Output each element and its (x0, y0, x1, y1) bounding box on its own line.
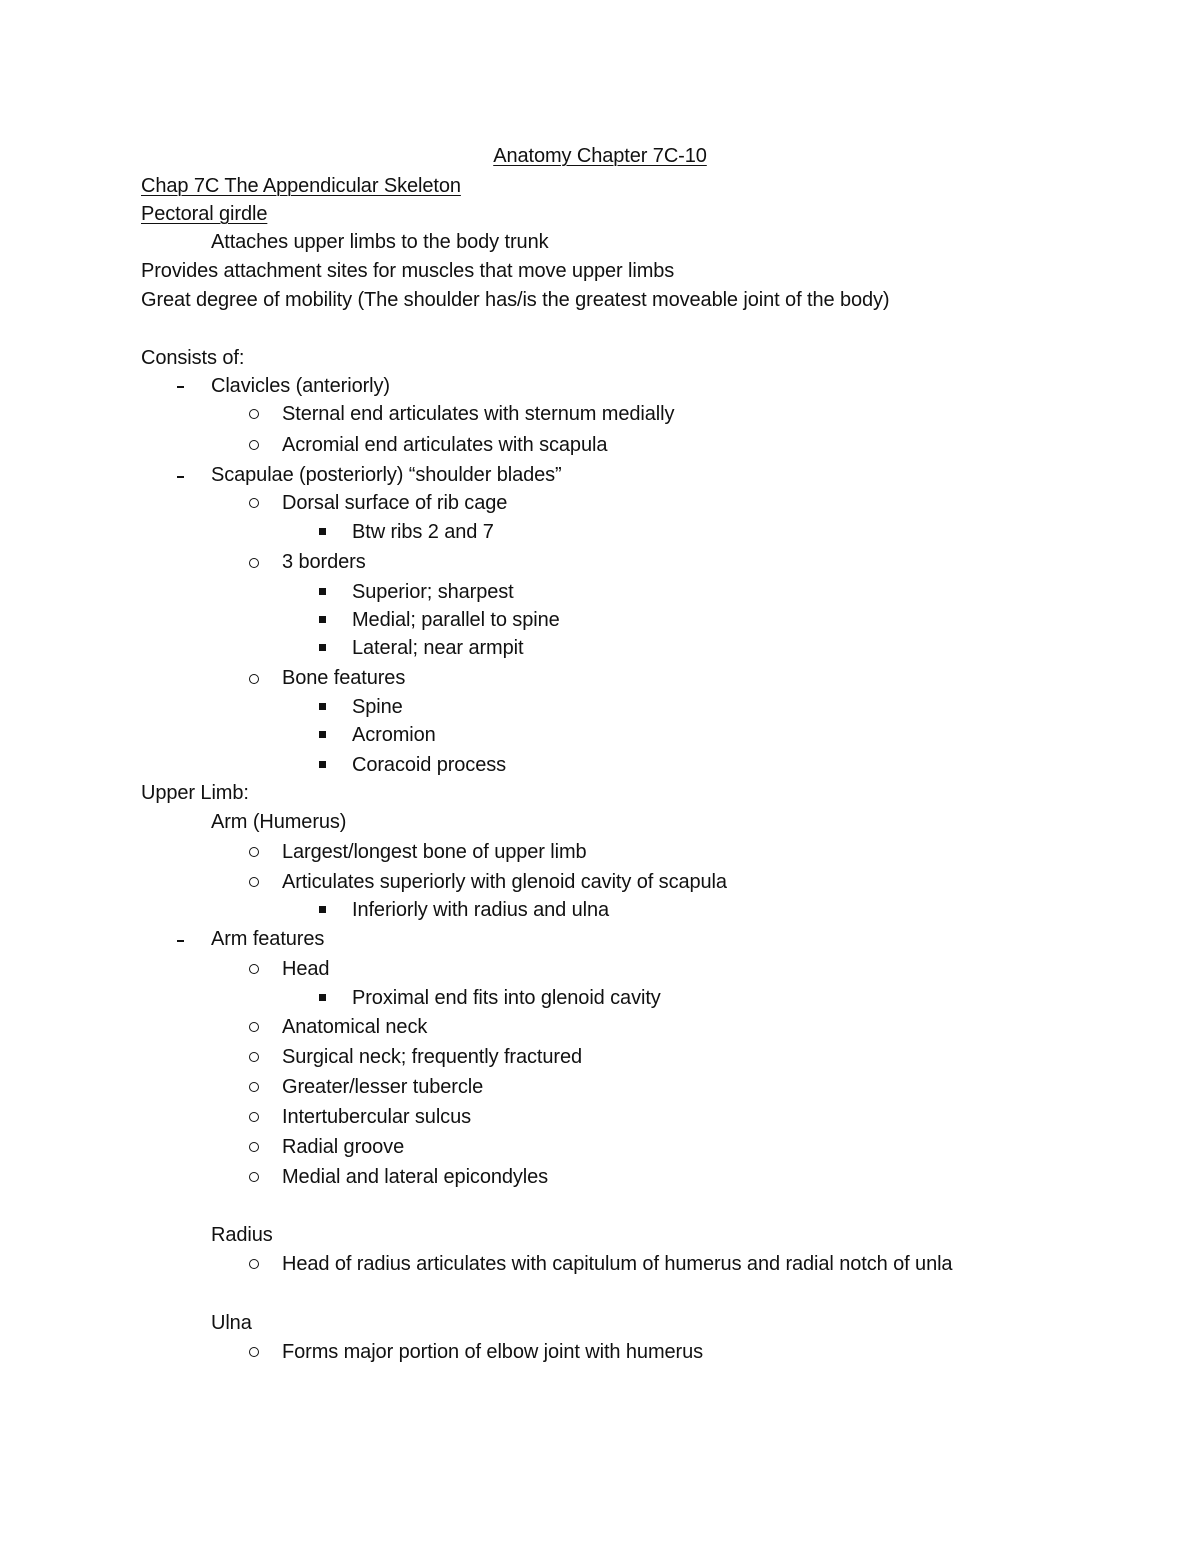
pectoral-line: Provides attachment sites for muscles that move upper limbs (141, 260, 675, 282)
circle-bullet-icon (249, 558, 259, 568)
list-item: Bone features (282, 667, 406, 689)
circle-bullet-icon (249, 964, 259, 974)
list-item: Spine (352, 696, 403, 718)
list-item-clavicles: Clavicles (anteriorly) (211, 375, 390, 397)
list-item: Radial groove (282, 1136, 405, 1158)
list-item: Lateral; near armpit (352, 637, 524, 659)
list-item-arm: Arm (Humerus) (211, 811, 347, 833)
list-item: Superior; sharpest (352, 581, 514, 603)
circle-bullet-icon (249, 674, 259, 684)
circle-bullet-icon (249, 1112, 259, 1122)
list-item: Acromion (352, 724, 436, 746)
list-item: Largest/longest bone of upper limb (282, 841, 587, 863)
circle-bullet-icon (249, 877, 259, 887)
square-bullet-icon (319, 906, 326, 913)
list-item: Forms major portion of elbow joint with humerus (282, 1341, 704, 1363)
circle-bullet-icon (249, 1172, 259, 1182)
circle-bullet-icon (249, 1052, 259, 1062)
list-item: Intertubercular sulcus (282, 1106, 472, 1128)
square-bullet-icon (319, 528, 326, 535)
list-item-radius: Radius (211, 1224, 273, 1246)
list-item: Sternal end articulates with sternum medially (282, 403, 675, 425)
circle-bullet-icon (249, 440, 259, 450)
list-item-arm-features: Arm features (211, 928, 325, 950)
list-item: Medial and lateral epicondyles (282, 1166, 549, 1188)
square-bullet-icon (319, 588, 326, 595)
circle-bullet-icon (249, 1347, 259, 1357)
list-item: Surgical neck; frequently fractured (282, 1046, 582, 1068)
square-bullet-icon (319, 703, 326, 710)
chapter-heading: Chap 7C The Appendicular Skeleton (141, 175, 461, 197)
list-item-scapulae: Scapulae (posteriorly) “shoulder blades” (211, 464, 562, 486)
pectoral-line: Attaches upper limbs to the body trunk (211, 231, 549, 253)
square-bullet-icon (319, 994, 326, 1001)
list-item: Medial; parallel to spine (352, 609, 560, 631)
list-item: Proximal end fits into glenoid cavity (352, 987, 661, 1009)
dash-bullet-icon (177, 476, 184, 478)
square-bullet-icon (319, 616, 326, 623)
pectoral-line: Great degree of mobility (The shoulder has/is the greatest moveable joint of the body) (141, 289, 890, 311)
list-item: Anatomical neck (282, 1016, 428, 1038)
circle-bullet-icon (249, 1259, 259, 1269)
list-item-ulna: Ulna (211, 1312, 252, 1334)
document-title: Anatomy Chapter 7C-10 (493, 145, 707, 167)
list-item: Head (282, 958, 330, 980)
list-item: 3 borders (282, 551, 366, 573)
circle-bullet-icon (249, 498, 259, 508)
list-item: Coracoid process (352, 754, 507, 776)
square-bullet-icon (319, 644, 326, 651)
list-item: Articulates superiorly with glenoid cavity of scapula (282, 871, 727, 893)
circle-bullet-icon (249, 1082, 259, 1092)
list-item: Btw ribs 2 and 7 (352, 521, 494, 543)
square-bullet-icon (319, 731, 326, 738)
square-bullet-icon (319, 761, 326, 768)
circle-bullet-icon (249, 1142, 259, 1152)
circle-bullet-icon (249, 409, 259, 419)
list-item: Head of radius articulates with capitulum of humerus and radial notch of unla (282, 1253, 953, 1275)
list-item: Dorsal surface of rib cage (282, 492, 508, 514)
circle-bullet-icon (249, 1022, 259, 1032)
section-heading-pectoral: Pectoral girdle (141, 203, 268, 225)
circle-bullet-icon (249, 847, 259, 857)
dash-bullet-icon (177, 940, 184, 942)
consists-of-label: Consists of: (141, 347, 245, 369)
list-item: Greater/lesser tubercle (282, 1076, 484, 1098)
dash-bullet-icon (177, 386, 184, 388)
list-item: Inferiorly with radius and ulna (352, 899, 610, 921)
list-item: Acromial end articulates with scapula (282, 434, 608, 456)
section-heading-upper-limb: Upper Limb: (141, 782, 249, 804)
